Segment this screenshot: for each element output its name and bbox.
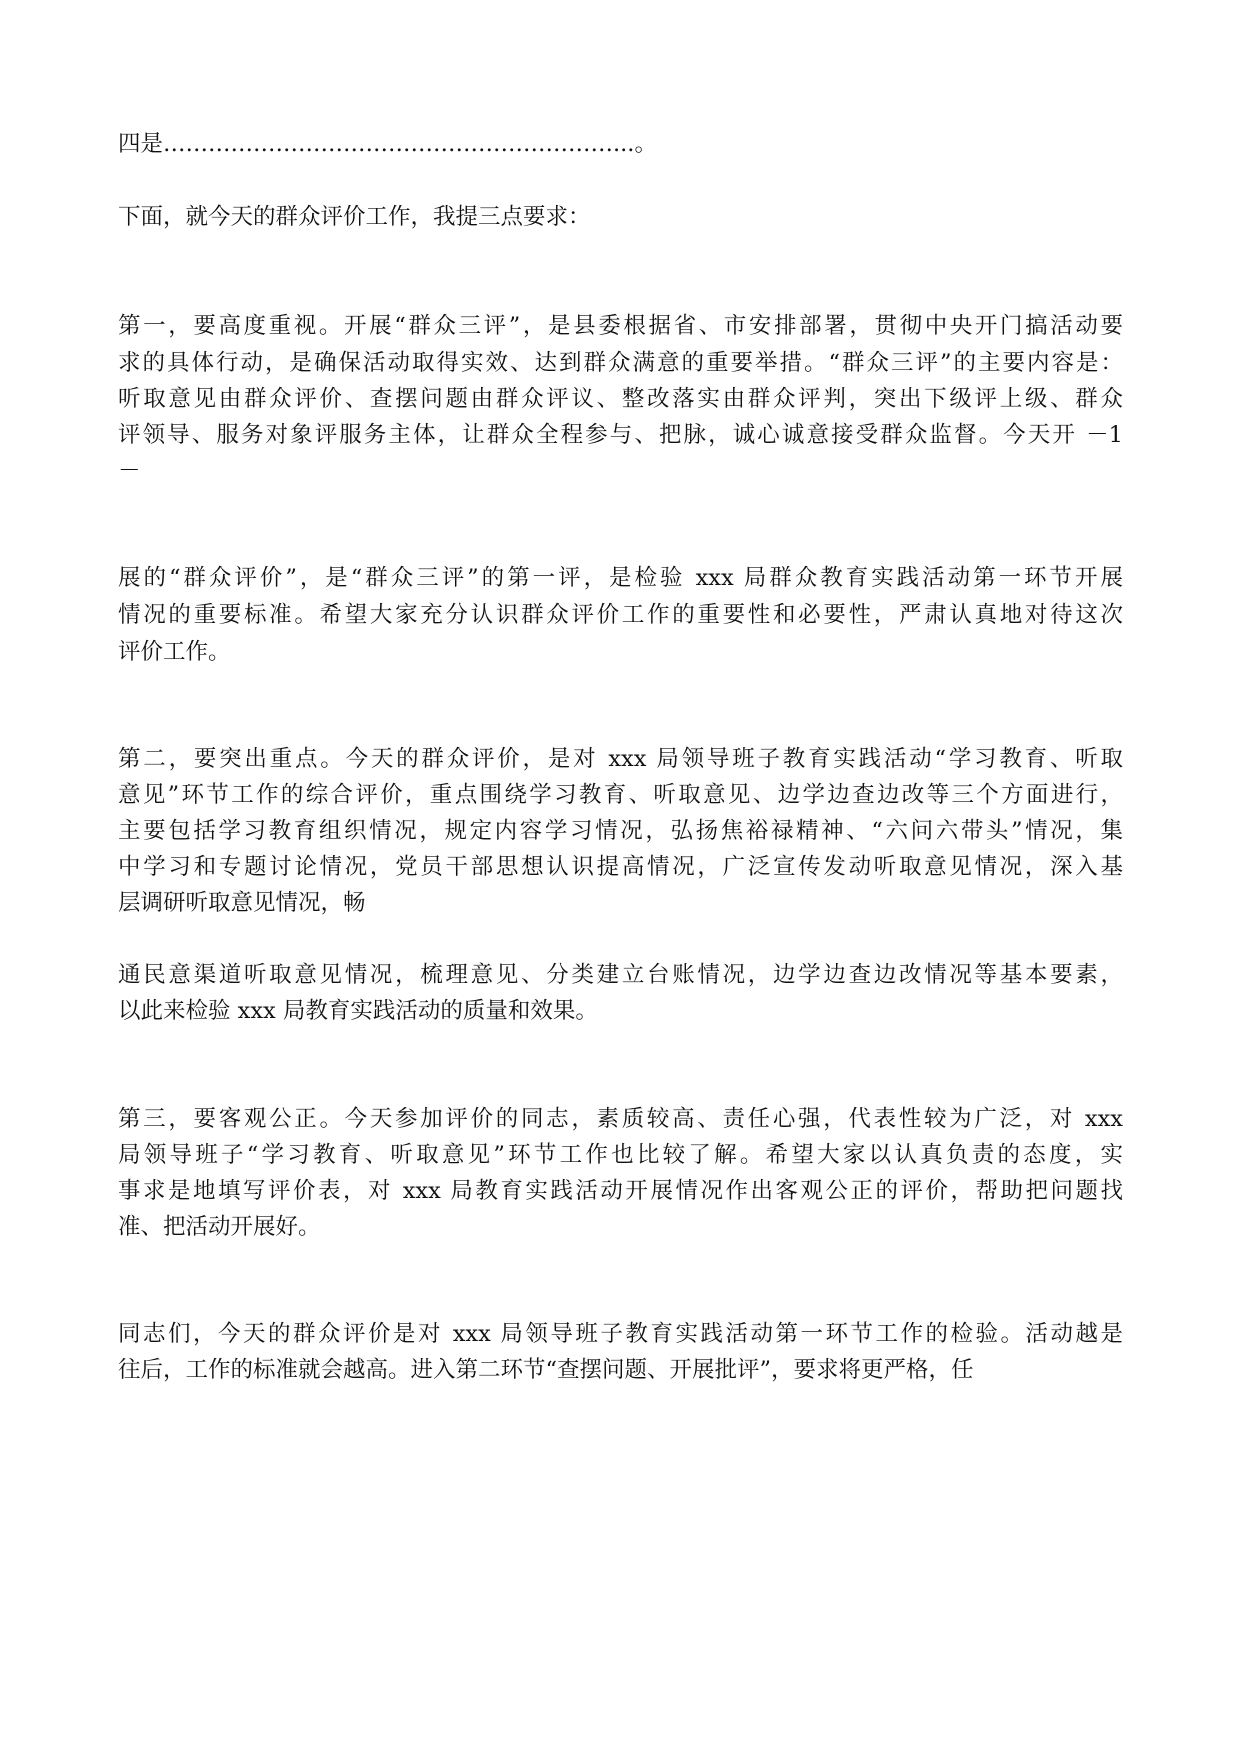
text-line: 通民意渠道听取意见情况，梳理意见、分类建立台账情况，边学边查边改情况等基本要素， xyxy=(118,962,1123,988)
text-line: 四是……………………………………………………...。 xyxy=(118,131,657,157)
text-line: 中学习和专题讨论情况，党员干部思想认识提高情况，广泛宣传发动听取意见情况，深入基 xyxy=(118,854,1123,880)
text-line: 事求是地填写评价表，对 xxx 局教育实践活动开展情况作出客观公正的评价，帮助把问题找 xyxy=(118,1178,1123,1204)
text-line: 展的“群众评价”，是“群众三评”的第一评，是检验 xxx 局群众教育实践活动第一环节开展 xyxy=(118,565,1123,591)
text-line: 评领导、服务对象评服务主体，让群众全程参与、把脉，诚心诚意接受群众监督。今天开 －1 xyxy=(118,422,1123,448)
text-line: 第一，要高度重视。开展“群众三评”，是县委根据省、市安排部署，贯彻中央开门搞活动要 xyxy=(118,313,1123,339)
text-line: 求的具体行动，是确保活动取得实效、达到群众满意的重要举措。“群众三评”的主要内容是： xyxy=(118,350,1123,376)
text-line: 评价工作。 xyxy=(118,639,231,665)
text-line: 第三，要客观公正。今天参加评价的同志，素质较高、责任心强，代表性较为广泛，对 xxx xyxy=(118,1106,1123,1132)
text-line: 同志们，今天的群众评价是对 xxx 局领导班子教育实践活动第一环节工作的检验。活动越是 xyxy=(118,1321,1123,1347)
text-line: 层调研听取意见情况，畅 xyxy=(118,890,366,916)
text-line: 听取意见由群众评价、查摆问题由群众评议、整改落实由群众评判，突出下级评上级、群众 xyxy=(118,386,1123,412)
text-line: 准、把活动开展好。 xyxy=(118,1214,321,1240)
page-number-fragment: － xyxy=(118,458,141,484)
text-line: 意见”环节工作的综合评价，重点围绕学习教育、听取意见、边学边查边改等三个方面进行， xyxy=(118,782,1123,808)
text-line: 往后，工作的标准就会越高。进入第二环节“查摆问题、开展批评”，要求将更严格，任 xyxy=(118,1357,974,1383)
text-line: 下面，就今天的群众评价工作，我提三点要求： xyxy=(118,204,591,230)
text-line: 以此来检验 xxx 局教育实践活动的质量和效果。 xyxy=(118,998,598,1024)
text-line: 局领导班子“学习教育、听取意见”环节工作也比较了解。希望大家以认真负责的态度，实 xyxy=(118,1142,1123,1168)
text-line: 主要包括学习教育组织情况，规定内容学习情况，弘扬焦裕禄精神、“六问六带头”情况，集 xyxy=(118,818,1123,844)
text-line: 第二，要突出重点。今天的群众评价，是对 xxx 局领导班子教育实践活动“学习教育、听取 xyxy=(118,746,1123,772)
text-line: 情况的重要标准。希望大家充分认识群众评价工作的重要性和必要性，严肃认真地对待这次 xyxy=(118,602,1123,628)
